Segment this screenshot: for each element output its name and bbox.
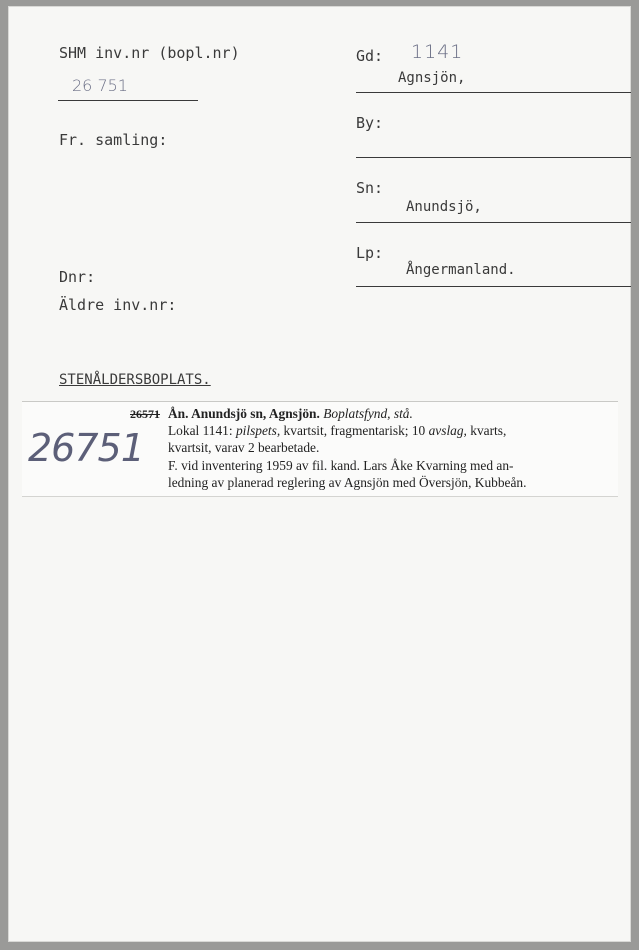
pasted-slip	[22, 401, 618, 497]
slip-line-4: F. vid inventering 1959 av fil. kand. Lars Åke Kvarning med an-	[168, 458, 514, 473]
handwritten-number: 26751	[28, 426, 144, 470]
lp-value: Ångermanland.	[406, 262, 516, 278]
by-rule	[356, 157, 631, 158]
inventory-underline	[58, 100, 198, 101]
by-label: By:	[356, 114, 384, 132]
slip-line-3: kvartsit, varav 2 bearbetade.	[168, 440, 320, 455]
sn-label: Sn:	[356, 179, 384, 197]
lp-rule	[356, 286, 631, 287]
aldre-inv-label: Äldre inv.nr:	[59, 296, 177, 314]
catalog-card	[8, 6, 631, 942]
lp-label: Lp:	[356, 244, 384, 262]
gd-label: Gd:	[356, 47, 384, 65]
slip-line-5: ledning av planerad reglering av Agnsjön med Översjön, Kubbeån.	[168, 475, 527, 490]
slip-line-2: Lokal 1141: pilspets, kvartsit, fragmentarisk; 10 avslag, kvarts,	[168, 423, 507, 438]
dnr-label: Dnr:	[59, 268, 96, 286]
gd-number: 1141	[411, 41, 464, 63]
inventory-label: SHM inv.nr (bopl.nr)	[59, 44, 240, 62]
inventory-number: 26 751	[72, 76, 128, 95]
gd-rule	[356, 92, 631, 93]
samling-label: Fr. samling:	[59, 131, 168, 149]
gd-value: Agnsjön,	[398, 70, 466, 86]
category-heading: STENÅLDERSBOPLATS.	[59, 372, 211, 388]
printed-number: 26571	[130, 407, 160, 421]
sn-value: Anundsjö,	[406, 199, 482, 215]
sn-rule	[356, 222, 631, 223]
slip-heading: Ån. Anundsjö sn, Agnsjön. Boplatsfynd, stå.	[168, 406, 413, 421]
